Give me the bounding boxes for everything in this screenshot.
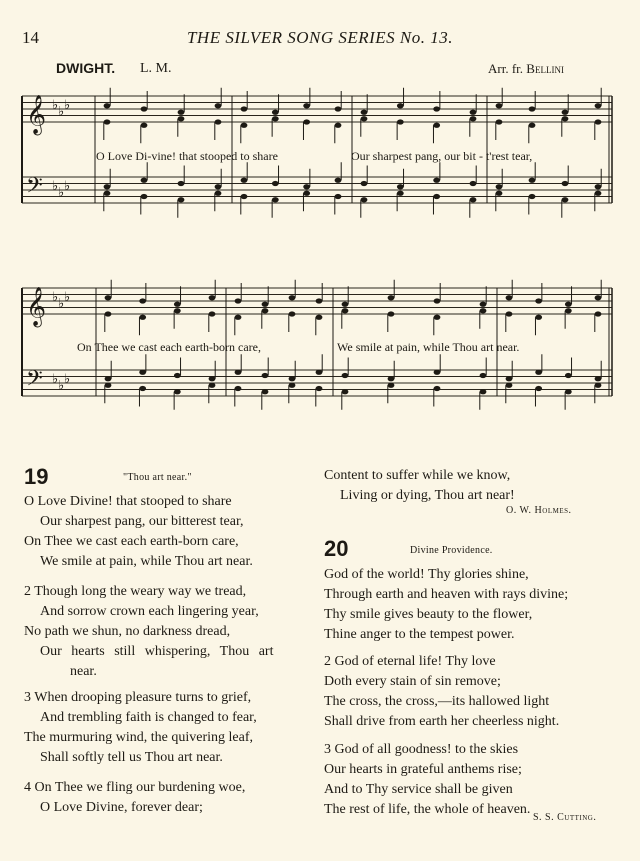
hymn-number: 20 — [324, 536, 349, 561]
svg-text:♭: ♭ — [52, 98, 59, 113]
svg-text:♭: ♭ — [64, 372, 71, 387]
svg-text:♭: ♭ — [64, 98, 71, 113]
music-lyric-line: Our sharpest pang, our bit - t'rest tear, — [351, 149, 533, 163]
svg-text:♭: ♭ — [58, 296, 65, 312]
clef-signs — [26, 94, 70, 396]
hymn-title: "Thou art near." — [123, 472, 192, 483]
hymn20-verse1: God of the world! Thy glories shine, Through earth and heaven with rays divine; Thy smile gives beauty to the flower, Thine anger to the tempest power. — [324, 567, 569, 642]
arranger-name: Bellini — [526, 61, 564, 76]
hymn20-author: S. S. Cutting. — [533, 812, 597, 823]
running-title: THE SILVER SONG SERIES No. 13. — [186, 28, 454, 47]
arranger-prefix: Arr. fr. — [488, 61, 527, 76]
hymn19-verse4: 4 On Thee we fling our burdening woe, O Love Divine, forever dear; — [24, 780, 246, 815]
svg-text:♭: ♭ — [58, 378, 65, 394]
tune-meter: L. M. — [140, 61, 172, 76]
hymn19-verse2: 2 Though long the weary way we tread, And sorrow crown each lingering year, No path we shun, no darkness dread, Our hearts still whispering, Thou art near. — [24, 584, 274, 679]
tune-name: DWIGHT. — [56, 60, 116, 76]
svg-text:♭: ♭ — [52, 372, 59, 387]
svg-text:𝄢: 𝄢 — [26, 173, 43, 204]
svg-text:♭: ♭ — [58, 104, 65, 120]
hymn19-verse1: O Love Divine! that stooped to share Our sharpest pang, our bitterest tear, On Thee we cast each earth-born care, We smile at pain, while Thou art near. — [24, 494, 253, 569]
hymn19-verse4-continued: Content to suffer while we know, Living or dying, Thou art near! — [324, 468, 515, 503]
svg-text:♭: ♭ — [64, 179, 71, 194]
hymn19-verse3: 3 When drooping pleasure turns to grief, And trembling faith is changed to fear, The murmuring wind, the quivering leaf, Shall softly tell us Thou art near. — [24, 690, 257, 765]
hymn19-author: O. W. Holmes. — [506, 505, 572, 516]
page-number: 14 — [22, 28, 39, 47]
music-lyric-line: O Love Di-vine! that stooped to share — [96, 149, 278, 163]
svg-text:𝄢: 𝄢 — [26, 366, 43, 397]
svg-text:𝄞: 𝄞 — [26, 286, 47, 327]
hymn-number: 19 — [24, 464, 49, 489]
hymn20-verse3: 3 God of all goodness! to the skies Our hearts in grateful anthems rise; And to Thy service shall be given The rest of life, the whole of heaven. — [324, 742, 531, 817]
svg-text:♭: ♭ — [52, 179, 59, 194]
music-lyric-line: We smile at pain, while Thou art near. — [337, 340, 520, 354]
music-lyric-line: On Thee we cast each earth-born care, — [77, 340, 262, 354]
hymn-title: Divine Providence. — [410, 545, 493, 556]
hymn20-verse2: 2 God of eternal life! Thy love Doth every stain of sin remove; The cross, the cross,—its hallowed light Shall drive from earth her cheerless night. — [324, 654, 560, 729]
svg-text:♭: ♭ — [64, 290, 71, 305]
svg-text:♭: ♭ — [58, 185, 65, 201]
svg-text:𝄞: 𝄞 — [26, 94, 47, 135]
svg-text:♭: ♭ — [52, 290, 59, 305]
